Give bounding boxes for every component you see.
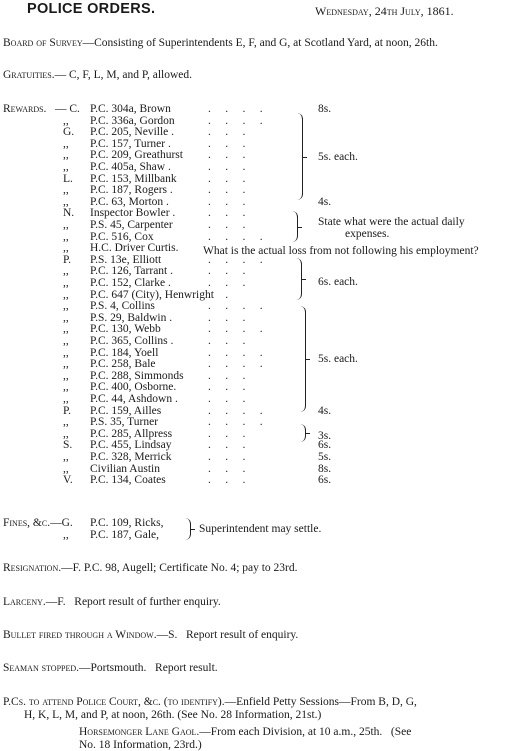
reward-division: ,,	[63, 277, 69, 289]
reward-division: ,,	[63, 300, 69, 313]
reward-division: ,,	[63, 219, 69, 231]
resignation-entry	[3, 562, 298, 574]
reward-division: ,,	[63, 288, 69, 301]
reward-name: P.C. 328, Merrick	[90, 451, 172, 463]
bracket	[184, 518, 191, 540]
reward-name: P.S. 45, Carpenter	[90, 219, 173, 231]
bracket	[291, 211, 298, 242]
reward-leader-dots: . . .	[208, 172, 246, 185]
reward-name: P.C. 157, Turner .	[90, 137, 171, 150]
reward-leader-dots: . . .	[208, 393, 246, 405]
reward-division: ,,	[63, 335, 69, 347]
reward-name: Civilian Austin	[90, 462, 160, 475]
reward-name: P.C. 44, Ashdown .	[90, 393, 178, 405]
reward-name: P.C. 516, Cox	[90, 230, 154, 243]
entry-text: —F. P.C. 98, Augell; Certificate No. 4; pay to 23rd.	[61, 562, 298, 574]
reward-division: ,,	[63, 114, 69, 127]
reward-division: ,,	[63, 311, 69, 324]
entry-heading: Larceny.	[3, 596, 46, 608]
entry-text: No. 18 Information, 23rd.)	[79, 739, 202, 751]
reward-division: ,,	[63, 393, 69, 405]
reward-leader-dots: . . .	[208, 381, 246, 394]
reward-name: P.C. 187, Rogers .	[90, 184, 173, 197]
reward-name: P.C. 126, Tarrant .	[90, 265, 173, 278]
reward-name: P.C. 336a, Gordon	[90, 114, 175, 127]
entry-heading: Gratuities	[3, 69, 52, 81]
reward-name: P.C. 400, Osborne.	[90, 381, 177, 394]
fine-name: P.C. 187, Gale,	[90, 529, 159, 541]
police-court-subentry	[79, 726, 411, 738]
reward-amount: 4s.	[318, 195, 332, 208]
reward-name: P.C. 63, Morton .	[90, 195, 169, 208]
entry-heading: Horsemonger Lane Gaol.	[79, 726, 200, 738]
reward-leader-dots: . . .	[208, 277, 246, 289]
reward-name: Inspector Bowler .	[90, 207, 176, 220]
reward-name: P.C. 130, Webb	[90, 323, 161, 336]
bullet-entry	[3, 629, 298, 641]
group-note: expenses.	[345, 228, 390, 240]
reward-leader-dots: . . . .	[208, 323, 263, 336]
reward-division: ,,	[63, 369, 69, 382]
reward-division: V.	[63, 474, 73, 487]
reward-leader-dots: . . .	[208, 126, 246, 139]
reward-name: P.C. 365, Collins .	[90, 335, 174, 347]
rewards-heading: Rewards.	[3, 103, 47, 115]
reward-leader-dots: . . .	[208, 462, 246, 475]
bracket	[299, 306, 306, 412]
entry-text: —Portsmouth. Report result.	[79, 662, 218, 674]
reward-name: P.C. 153, Millbank	[90, 172, 177, 185]
reward-leader-dots: . . .	[208, 149, 246, 162]
page-title: POLICE ORDERS.	[27, 1, 156, 17]
reward-name: P.C. 455, Lindsay	[90, 439, 172, 452]
reward-amount: 6s.	[318, 474, 332, 487]
reward-leader-dots: . . .	[208, 427, 246, 440]
bracket	[299, 424, 306, 442]
reward-division: N.	[63, 207, 75, 220]
reward-division: — C.	[55, 103, 80, 115]
reward-division: ,,	[63, 323, 69, 336]
reward-name: P.S. 13e, Elliott	[90, 253, 162, 266]
fine-name: P.C. 109, Ricks,	[90, 517, 164, 529]
entry-heading: P.Cs. to attend Police Court, &c. (to identify).	[3, 696, 225, 708]
entry-heading: Board of Survey	[3, 37, 83, 49]
group-note: 5s. each.	[318, 151, 358, 163]
reward-name: P.C. 258, Bale	[90, 358, 156, 371]
reward-division: S.	[63, 439, 73, 452]
reward-leader-dots: . . . .	[208, 103, 263, 115]
reward-division: ,,	[63, 462, 69, 475]
entry-text: —S. Report result of enquiry.	[156, 629, 299, 641]
reward-name: P.C. 205, Neville .	[90, 126, 175, 139]
reward-leader-dots: . . .	[208, 369, 246, 382]
reward-name: P.C. 159, Ailles	[90, 404, 162, 417]
gratuities-entry	[3, 69, 192, 81]
division: ,,	[63, 529, 69, 541]
entry-text: .— C, F, L, M, and P, allowed.	[51, 69, 193, 81]
reward-leader-dots: . . .	[208, 195, 246, 208]
police-court-entry	[3, 696, 417, 708]
reward-name: P.C. 184, Yoell	[90, 346, 159, 359]
reward-division: ,,	[63, 184, 69, 197]
reward-name: P.C. 134, Coates	[90, 474, 166, 487]
reward-leader-dots: . . .	[208, 207, 246, 220]
bracket	[295, 258, 302, 300]
reward-leader-dots: . . . .	[208, 346, 263, 359]
reward-leader-dots: . . .	[208, 451, 246, 463]
reward-division: P.	[63, 253, 71, 266]
reward-division: ,,	[63, 346, 69, 359]
group-note: 6s. each.	[318, 276, 358, 288]
reward-division: ,,	[63, 195, 69, 208]
reward-name: P.S. 4, Collins	[90, 300, 155, 313]
reward-leader-dots: . . . .	[208, 358, 263, 371]
seaman-entry	[3, 662, 218, 674]
reward-leader-dots: . . .	[208, 439, 246, 452]
fines-note: Superintendent may settle.	[199, 523, 322, 535]
reward-division: ,,	[63, 451, 69, 463]
entry-heading: Resignation.	[3, 562, 62, 574]
reward-leader-dots: . . . .	[208, 404, 263, 417]
reward-leader-dots: . . .	[208, 161, 246, 173]
reward-leader-dots: . . .	[208, 311, 246, 324]
entry-heading: Seaman stopped.	[3, 662, 80, 674]
reward-leader-dots: . . .	[208, 184, 246, 197]
reward-leader-dots: . . . .	[208, 230, 263, 243]
reward-leader-dots: . . .	[208, 137, 246, 150]
entry-text: —F. Report result of further enquiry.	[45, 596, 221, 608]
bracket	[296, 113, 303, 200]
entry-text: —Consisting of Superintendents E, F, and G, at Scotland Yard, at noon, 26th.	[82, 37, 438, 49]
reward-leader-dots: . .	[208, 288, 229, 301]
reward-division: ,,	[63, 149, 69, 162]
entry-text: —From each Division, at 10 a.m., 25th. (See	[199, 726, 412, 738]
reward-division: ,,	[63, 358, 69, 371]
reward-division: L.	[63, 172, 73, 185]
board-of-survey-entry	[3, 37, 438, 49]
reward-division: ,,	[63, 416, 69, 429]
larceny-entry	[3, 596, 221, 608]
entry-text: —Enfield Petty Sessions—From B, D, G,	[224, 696, 417, 708]
reward-division: ,,	[63, 242, 69, 255]
reward-name: P.C. 405a, Shaw .	[90, 161, 171, 173]
reward-leader-dots: . . . .	[208, 253, 263, 266]
reward-amount: 5s.	[318, 451, 332, 463]
reward-leader-dots: . . .	[208, 265, 246, 278]
reward-leader-dots: . . . .	[208, 114, 263, 127]
group-note: State what were the actual daily	[318, 216, 465, 228]
fines-row-1	[3, 517, 73, 529]
reward-name: P.C. 209, Greathurst	[90, 149, 183, 162]
reward-division: ,,	[63, 137, 69, 150]
reward-name: P.C. 647 (City), Henwright	[90, 288, 214, 301]
reward-leader-dots: . . .	[208, 474, 246, 487]
reward-division: ,,	[63, 427, 69, 440]
issue-date: Wednesday, 24th July, 1861.	[315, 4, 454, 18]
reward-amount: 6s.	[318, 439, 332, 452]
reward-name: P.C. 152, Clarke .	[90, 277, 171, 289]
group-note: What is the actual loss from not following his employment?	[203, 245, 479, 257]
reward-division: ,,	[63, 265, 69, 278]
reward-amount: 4s.	[318, 404, 332, 417]
group-note: 3s.	[318, 430, 332, 442]
reward-name: P.C. 285, Allpress	[90, 427, 173, 440]
reward-leader-dots: . . .	[208, 335, 246, 347]
reward-leader-dots: . . . .	[208, 300, 263, 313]
division: —G.	[50, 517, 73, 529]
reward-division: G.	[63, 126, 75, 139]
reward-division: ,,	[63, 161, 69, 173]
reward-name: P.C. 288, Simmonds	[90, 369, 184, 382]
entry-heading: Bullet fired through a Window.	[3, 629, 157, 641]
reward-amount: 8s.	[318, 103, 332, 115]
reward-name: H.C. Driver Curtis.	[90, 242, 179, 255]
reward-leader-dots: . . . .	[208, 416, 263, 429]
reward-division: ,,	[63, 230, 69, 243]
reward-division: P.	[63, 404, 71, 417]
reward-amount: 8s.	[318, 462, 332, 475]
reward-name: P.S. 29, Baldwin .	[90, 311, 173, 324]
reward-division: ,,	[63, 381, 69, 394]
reward-name: P.C. 304a, Brown	[90, 103, 171, 115]
reward-name: P.S. 35, Turner	[90, 416, 159, 429]
entry-text: H, K, L, M, and P, at noon, 26th. (See No. 28 Information, 21st.)	[24, 709, 322, 721]
reward-leader-dots: . . .	[208, 219, 246, 231]
entry-heading: Fines, &c.	[3, 517, 51, 529]
group-note: 5s. each.	[318, 353, 358, 365]
